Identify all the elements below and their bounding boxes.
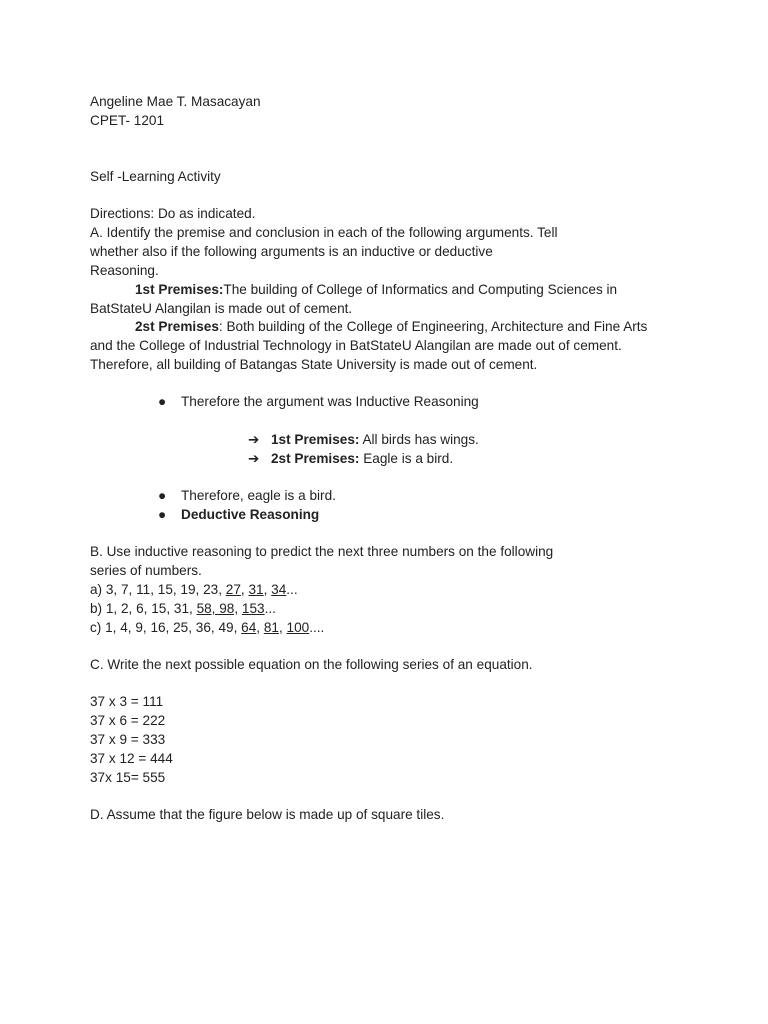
series-a-answer: 34 bbox=[271, 582, 287, 597]
series-c-given: c) 1, 4, 9, 16, 25, 36, 49, bbox=[90, 620, 242, 635]
arrow-icon: ➔ bbox=[248, 432, 260, 447]
series-a-given: a) 3, 7, 11, 15, 19, 23, bbox=[90, 582, 226, 597]
arrow-premise-2 bbox=[271, 449, 453, 468]
arrow-premise-1-text: All birds has wings. bbox=[359, 432, 479, 447]
ellipsis: .... bbox=[309, 620, 325, 635]
premise-2-continued: and the College of Industrial Technology in BatStateU Alangilan are made out of cement. bbox=[90, 338, 622, 353]
activity-title: Self -Learning Activity bbox=[90, 169, 221, 184]
series-a-answer: 31 bbox=[248, 582, 264, 597]
premise-2 bbox=[135, 317, 647, 336]
bullet-icon: ● bbox=[158, 488, 167, 503]
deductive-label: Deductive Reasoning bbox=[181, 507, 320, 522]
premise-1-continued: BatStateU Alangilan is made out of cement. bbox=[90, 301, 353, 316]
equation-line: 37 x 3 = 111 bbox=[90, 694, 164, 709]
series-b bbox=[90, 599, 276, 618]
part-b-instruction-line: B. Use inductive reasoning to predict the next three numbers on the following bbox=[90, 544, 554, 559]
arrow-premise-1 bbox=[271, 430, 479, 449]
premise-1 bbox=[135, 280, 617, 299]
ellipsis: ... bbox=[286, 582, 298, 597]
inductive-answer: Therefore the argument was Inductive Reasoning bbox=[181, 394, 479, 409]
arrow-premise-1-label: 1st Premises: bbox=[271, 432, 360, 447]
series-c-answer: 81 bbox=[263, 620, 279, 635]
separator: , bbox=[263, 582, 272, 597]
bullet-icon: ● bbox=[158, 394, 167, 409]
premise-1-text: The building of College of Informatics and Computing Sciences in bbox=[223, 282, 618, 297]
separator: , bbox=[278, 620, 287, 635]
separator: , bbox=[240, 582, 249, 597]
series-a-answer: 27 bbox=[225, 582, 241, 597]
series-c bbox=[90, 618, 324, 637]
premise-1-label: 1st Premises: bbox=[135, 282, 224, 297]
student-name: Angeline Mae T. Masacayan bbox=[90, 94, 261, 109]
arrow-premise-2-label: 2st Premises: bbox=[271, 451, 360, 466]
series-c-answer: 64 bbox=[241, 620, 257, 635]
equation-line: 37 x 6 = 222 bbox=[90, 713, 166, 728]
part-a-instruction-line: A. Identify the premise and conclusion in each of the following arguments. Tell bbox=[90, 225, 558, 240]
ellipsis: ... bbox=[264, 601, 276, 616]
premise-2-text: : Both building of the College of Engineering, Architecture and Fine Arts bbox=[218, 319, 648, 334]
part-a-instruction-line: whether also if the following arguments is an inductive or deductive bbox=[90, 244, 493, 259]
part-d-instruction: D. Assume that the figure below is made up of square tiles. bbox=[90, 807, 445, 822]
equation-line: 37 x 12 = 444 bbox=[90, 751, 173, 766]
series-b-answer: 58, 98, bbox=[196, 601, 239, 616]
bullet-icon: ● bbox=[158, 507, 167, 522]
equation-line: 37x 15= 555 bbox=[90, 770, 166, 785]
deductive-answer bbox=[181, 505, 319, 524]
separator: , bbox=[256, 620, 264, 635]
series-a bbox=[90, 580, 298, 599]
arrow-icon: ➔ bbox=[248, 451, 260, 466]
part-a-instruction-line: Reasoning. bbox=[90, 263, 159, 278]
arrow-premise-2-text: Eagle is a bird. bbox=[359, 451, 454, 466]
part-c-instruction: C. Write the next possible equation on the following series of an equation. bbox=[90, 657, 533, 672]
series-b-given: b) 1, 2, 6, 15, 31, bbox=[90, 601, 197, 616]
part-b-instruction-line: series of numbers. bbox=[90, 563, 202, 578]
directions: Directions: Do as indicated. bbox=[90, 206, 256, 221]
equation-line: 37 x 9 = 333 bbox=[90, 732, 166, 747]
student-section: CPET- 1201 bbox=[90, 113, 165, 128]
conclusion-1: Therefore, all building of Batangas State University is made out of cement. bbox=[90, 357, 538, 372]
series-b-answer: 153 bbox=[241, 601, 265, 616]
premise-2-label: 2st Premises bbox=[135, 319, 219, 334]
conclusion-2: Therefore, eagle is a bird. bbox=[181, 488, 336, 503]
series-c-answer: 100 bbox=[286, 620, 310, 635]
